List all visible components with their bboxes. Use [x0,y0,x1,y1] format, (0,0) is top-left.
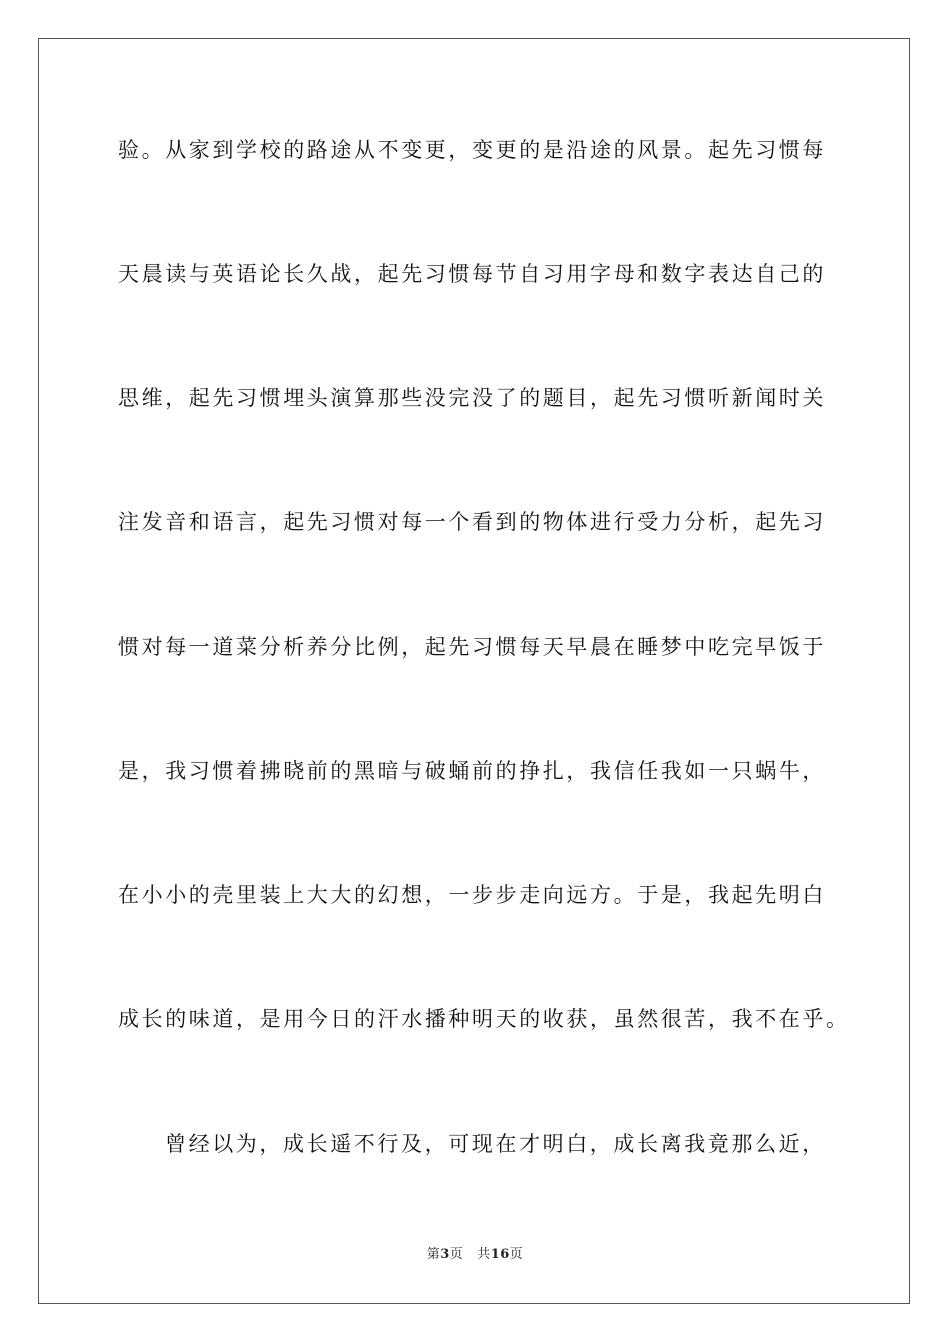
page-suffix: 页 [449,1247,464,1262]
total-suffix: 页 [509,1247,524,1262]
body-text-line: 在小小的壳里装上大大的幻想，一步步走向远方。于是，我起先明白 [118,883,826,907]
body-text-line: 天晨读与英语论长久战，起先习惯每节自习用字母和数字表达自己的 [118,262,826,286]
total-pages: 16 [490,1247,510,1262]
body-text-line: 惯对每一道菜分析养分比例，起先习惯每天早晨在睡梦中吃完早饭于 [118,635,826,659]
page-number: 3 [440,1247,450,1262]
body-text-line: 验。从家到学校的路途从不变更，变更的是沿途的风景。起先习惯每 [118,138,826,162]
body-text-line: 思维，起先习惯埋头演算那些没完没了的题目，起先习惯听新闻时关 [118,386,826,410]
page-footer [0,1245,950,1265]
body-text-line: 注发音和语言，起先习惯对每一个看到的物体进行受力分析，起先习 [118,510,826,534]
page-prefix: 第 [426,1247,441,1262]
page-border [38,38,910,1304]
body-text-line: 是，我习惯着拂晓前的黑暗与破蛹前的挣扎，我信任我如一只蜗牛， [118,759,826,783]
paragraph-first-line: 曾经以为，成长遥不行及，可现在才明白，成长离我竟那么近， [165,1132,826,1156]
total-prefix: 共 [477,1247,491,1262]
body-text-line: 成长的味道，是用今日的汗水播种明天的收获，虽然很苦，我不在乎。 [118,1007,850,1031]
